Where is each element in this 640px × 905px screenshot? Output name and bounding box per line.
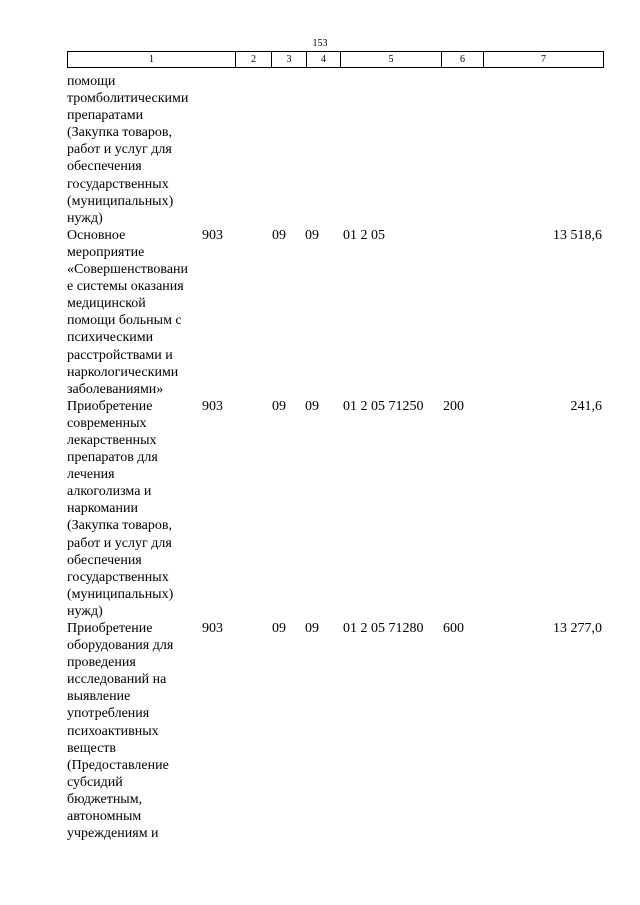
item-name-line: современных: [67, 415, 147, 431]
item-name-line: Основное: [67, 227, 126, 243]
item-name-line: (Закупка товаров,: [67, 518, 172, 534]
item-name: [67, 73, 199, 227]
item-name-line: государственных: [67, 569, 169, 585]
item-name: [67, 227, 199, 398]
item-name-line: (муниципальных): [67, 586, 174, 602]
item-name-line: (Предоставление: [67, 757, 169, 773]
item-name-line: помощи: [67, 74, 116, 89]
subsection-code: 09: [305, 398, 319, 414]
item-name-line: работ и услуг для: [67, 142, 172, 158]
item-name-line: нужд): [67, 210, 103, 226]
item-name-line: Приобретение: [67, 398, 153, 414]
item-name-line: мероприятие: [67, 244, 145, 260]
grbs-code: 903: [202, 227, 223, 243]
item-name-line: работ и услуг для: [67, 535, 172, 551]
amount: 13 277,0: [553, 621, 602, 636]
item-name-line: расстройствами и: [67, 347, 173, 363]
item-name-line: (Закупка товаров,: [67, 125, 172, 141]
item-name-line: (муниципальных): [67, 193, 174, 209]
item-name-line: веществ: [67, 740, 117, 756]
section-code: 09: [272, 398, 286, 414]
amount: 13 518,6: [553, 227, 602, 243]
item-name-line: медицинской: [67, 296, 146, 312]
item-name-line: оборудования для: [67, 638, 174, 654]
column-header-table: [67, 51, 604, 68]
item-name: [67, 620, 199, 842]
item-name-line: обеспечения: [67, 552, 142, 568]
column-header-3: 3: [272, 52, 307, 68]
grbs-code: 903: [202, 621, 223, 636]
column-header-5: 5: [341, 52, 442, 68]
table-row: [67, 398, 607, 620]
item-name-line: тромболитическими: [67, 91, 189, 107]
subsection-code: 09: [305, 621, 319, 636]
item-name-line: заболеваниями»: [67, 381, 164, 397]
grbs-code: 903: [202, 398, 223, 414]
item-name-line: лекарственных: [67, 432, 157, 448]
expense-type-code: 200: [443, 398, 464, 414]
expense-type-code: 600: [443, 621, 464, 636]
item-name-line: препаратами: [67, 108, 144, 124]
section-code: 09: [272, 227, 286, 243]
item-name-line: алкоголизма и: [67, 484, 152, 500]
item-name-line: наркомании: [67, 501, 138, 517]
item-name-line: психическими: [67, 330, 154, 346]
item-name-line: е системы оказания: [67, 279, 184, 295]
table-row: [67, 73, 607, 227]
item-name-line: лечения: [67, 467, 115, 483]
target-article-code: 01 2 05 71250: [343, 398, 424, 414]
item-name-line: помощи больным с: [67, 313, 182, 329]
item-name-line: исследований на: [67, 672, 167, 688]
subsection-code: 09: [305, 227, 319, 243]
column-header-1: 1: [68, 52, 236, 68]
item-name-line: субсидий: [67, 774, 123, 790]
item-name-line: учреждениям и: [67, 826, 159, 842]
amount: 241,6: [570, 398, 602, 414]
item-name-line: автономным: [67, 809, 142, 825]
item-name-line: препаратов для: [67, 450, 158, 466]
item-name-line: употребления: [67, 706, 150, 722]
column-header-row: [68, 52, 604, 68]
column-header-2: 2: [236, 52, 272, 68]
item-name-line: Приобретение: [67, 621, 153, 636]
table-row: [67, 227, 607, 398]
item-name-line: выявление: [67, 689, 131, 705]
item-name: [67, 398, 199, 620]
budget-table-body: [67, 73, 607, 842]
item-name-line: обеспечения: [67, 159, 142, 175]
table-row: [67, 620, 607, 842]
item-name-line: наркологическими: [67, 364, 179, 380]
item-name-line: психоактивных: [67, 723, 159, 739]
column-header-4: 4: [307, 52, 341, 68]
column-header-6: 6: [442, 52, 484, 68]
item-name-line: «Совершенствовани: [67, 262, 189, 278]
item-name-line: государственных: [67, 176, 169, 192]
section-code: 09: [272, 621, 286, 636]
column-header-7: 7: [484, 52, 604, 68]
item-name-line: бюджетным,: [67, 791, 143, 807]
item-name-line: нужд): [67, 603, 103, 619]
target-article-code: 01 2 05 71280: [343, 621, 424, 636]
page-number: 153: [312, 38, 328, 49]
item-name-line: проведения: [67, 655, 136, 671]
target-article-code: 01 2 05: [343, 227, 385, 243]
